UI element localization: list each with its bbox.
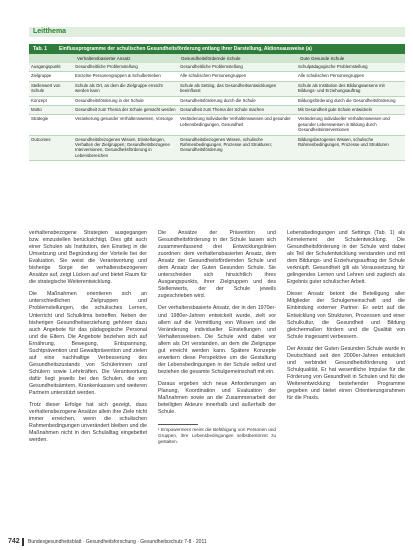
table-cell: Einzelne Personengruppen & Schulbetrieben xyxy=(73,72,178,81)
page-footer xyxy=(0,537,413,547)
table-header-cell: Verhaltensbasierter Ansatz xyxy=(77,56,131,61)
table-number: Tab. 1 xyxy=(33,46,48,52)
table-row-label: Outcomes xyxy=(29,135,73,161)
table-cell: Schule als Setting, das Gesundheitsentwicklungen beeinflusst xyxy=(178,81,296,96)
table-cell: Gesundheit zum Thema der Schule gemacht werden xyxy=(73,106,178,115)
footnote-rule xyxy=(158,424,198,425)
table-row xyxy=(29,96,405,105)
table-row xyxy=(29,115,405,135)
paragraph: Dieser Ansatz betont die Beteiligung aller Mitglieder der Schulgemeinschaft und die Einbindung externer Partner. Er setzt auf die Entwicklung von Strukturen, Prozessen und einer Schulkultur, die Gesundheit und Bildung gleichermaßen fördern und die Qualität von Schule insgesamt verbessern. xyxy=(287,291,405,340)
comparison-table xyxy=(29,63,405,161)
table-cell: Gesundheitliche Problemstellung xyxy=(73,63,178,72)
table-caption xyxy=(29,44,405,54)
table-cell: Schule als Ort, an dem die Zielgruppe erreicht werden kann xyxy=(73,81,178,96)
table-row-label: Ausgangspunkt xyxy=(29,63,73,72)
text-column-1 xyxy=(29,230,147,444)
table-row xyxy=(29,106,405,115)
table-cell: Verankerung gesunder Verhaltensweisen, Vorsorge xyxy=(73,115,178,135)
section-label: Leitthema xyxy=(33,28,67,35)
footnote: ¹ Empowerment meint die Befähigung von Personen und Gruppen, ihre Lebensbedingungen selbstbestimmt zu gestalten. xyxy=(158,427,276,445)
paragraph: Der verhaltensbasierte Ansatz, der in den 1970er- und 1980er-Jahren entwickelt wurde, zielt vor allem auf die Vermittlung von Wissen und die Veränderung individueller Einstellungen und Verhaltensweisen. Die Schule wird dabei vor allem als Ort verstanden, an dem die Zielgruppe gut erreicht werden kann. Spätere Konzepte erweitern diese Perspektive um die Gestaltung der Lebensbedingungen in der Schule selbst und beziehen die gesamte Schulgemeinschaft mit ein. xyxy=(158,305,276,375)
table-header-cell: Gesundheitsfördernde Schule xyxy=(181,56,241,61)
section-label-bar xyxy=(29,27,405,37)
paragraph: verhaltensbezogene Strategien ausgegangen bzw. einzustellen berücksichtigt. Dies gibt auch einer Schulen als Institution, den Einstieg in die Umsetzung und Begründung der Vorteile bei der Evaluation. Sie weist die Verantwortung und bisherige Sorge der verhaltensbezogenen Ansätze auf, zeigt Lücken auf und bietet Raum für die strategische Weiterentwicklung. xyxy=(29,230,147,286)
table-header-row xyxy=(29,54,405,63)
page-number: 742 xyxy=(8,538,20,545)
table-row-label: Motto xyxy=(29,106,73,115)
paragraph: Die Ansätze der Prävention und Gesundheitsförderung in der Schule lassen sich zusammenfassend drei Entwicklungslinien zuordnen: dem verhaltensbasierten Ansatz, dem Ansatz der Gesundheitsfördernden Schule und dem Ansatz der Guten Gesunden Schule. Sie unterscheiden sich hinsichtlich ihres Ausgangspunkts, ihrer Zielgruppen und des Stellenwerts, der der Schule jeweils zugeschrieben wird. xyxy=(158,230,276,300)
table-cell: Schule als Institution des Bildungswesens mit Bildungs- und Erziehungsauftrag xyxy=(296,81,405,96)
table-cell: Gesundheitliche Problemstellung xyxy=(178,63,296,72)
table-row-label: Strategie xyxy=(29,115,73,135)
footer-divider xyxy=(22,538,24,546)
table-title: Einflussprogramme der schulischen Gesundheitsförderung entlang ihrer Darstellung, Aktionsausweise (a) xyxy=(59,46,312,52)
journal-reference: Bundesgesundheitsblatt · Gesundheitsforschung · Gesundheitsschutz 7-8 · 2011 xyxy=(28,539,207,545)
text-column-2 xyxy=(158,230,276,445)
table-row-label: Stellenwert von Schule xyxy=(29,81,73,96)
table-cell: Gesundheitsförderung durch die Schule xyxy=(178,96,296,105)
table-cell: Gesundheitsbezogenes Wissen, schulische Rahmenbedingungen, Prozesse und Strukturen; Gesundheitsförderung xyxy=(178,135,296,161)
paragraph: Der Ansatz der Guten Gesunden Schule wurde in Deutschland seit den 2000er-Jahren entwickelt und verbindet Gesundheitsförderung und Schulqualität. Er hat wesentliche Impulse für die Förderung von Gesundheit in Schulen und für die Weiterentwicklung bestehender Programme gegeben und bietet einen Orientierungsrahmen für die Praxis. xyxy=(287,345,405,402)
table-cell: Gesundheitsförderung in der Schule xyxy=(73,96,178,105)
text-column-3 xyxy=(287,230,405,402)
table-row xyxy=(29,63,405,72)
table-cell: Bildungsförderung durch die Gesundheitsförderung xyxy=(296,96,405,105)
table-cell: Alle schulischen Personengruppen xyxy=(296,72,405,81)
article-body xyxy=(29,230,405,520)
table-row xyxy=(29,81,405,96)
table-row-label: Konzept xyxy=(29,96,73,105)
paragraph: Die Maßnahmen orientieren sich an unterschiedlichen Zielgruppen und Problemstellungen, die schulisches Lernen, Unterricht und Schulklima betreffen. Neben der bisherigen Gesundheitserziehung gehören dazu auch Angebote für das pädagogische Personal und die Eltern. Die Angebote beziehen sich auf Ernährung, Bewegung, Entspannung, Suchtprävention und Gewaltprävention und zielen auf eine nachhaltige Verbesserung des Gesundheitszustands von Schülerinnen und Schülern sowie Lehrkräften. Die Verantwortung dafür liegt jeweils bei den Schulen, die von Gesundheitsämtern, Krankenkassen und weiteren Partnern unterstützt werden. xyxy=(29,291,147,397)
paragraph: Trotz dieser Erfolge hat sich gezeigt, dass verhaltensbezogene Ansätze allein ihre Ziele nicht immer erreichen, wenn die schulischen Rahmenbedingungen unverändert bleiben und die Maßnahmen nicht in den Schulalltag eingebettet werden. xyxy=(29,402,147,444)
table-cell: Alle schulischen Personengruppen xyxy=(178,72,296,81)
table-header-cell: Gute Gesunde Schule xyxy=(300,56,345,61)
table-cell: Veränderung individueller Verhaltensweisen und gesunder Lebensbedingungen, Gesundheit xyxy=(178,115,296,135)
table-cell: Schulpädagogische Problemstellung xyxy=(296,63,405,72)
table-cell: Gesundheit zum Thema der Schule machen xyxy=(178,106,296,115)
table-cell: Mit Gesundheit gute Schule entwickeln xyxy=(296,106,405,115)
table-cell: Bildungsbezogenes Wissen, schulische Rahmenbedingungen, Prozesse und Strukturen xyxy=(296,135,405,161)
table-row-label: Zielgruppe xyxy=(29,72,73,81)
paragraph: Lebensbedingungen und Settings (Tab. 1) als Kernelement der Schulentwicklung. Die Gesundheitsförderung in der Schule wird dabei als Teil der Schulentwicklung verstanden und mit dem Bildungs- und Erziehungsauftrag der Schule verknüpft. Gesundheit gilt als Voraussetzung für gelingendes Lernen und Lehren und zugleich als Ergebnis guter schulischer Arbeit. xyxy=(287,230,405,286)
paragraph: Daraus ergeben sich neue Anforderungen an Planung, Koordination und Evaluation der Maßnahmen sowie an die Zusammenarbeit der beteiligten Akteure innerhalb und außerhalb der Schule. xyxy=(158,380,276,416)
table-cell: Veränderung individueller Verhaltensweisen und gesunder Lebensweisen in Bildung durch Gesundheitsinterventionen xyxy=(296,115,405,135)
table-row xyxy=(29,72,405,81)
table-cell: Gesundheitsbezogenes Wissen, Einstellungen, Verhalten der Zielgruppen; Gesundheitsbezogene Interventionen, Gesundheitsförderung in Lebensbereichen xyxy=(73,135,178,161)
table-row xyxy=(29,135,405,161)
